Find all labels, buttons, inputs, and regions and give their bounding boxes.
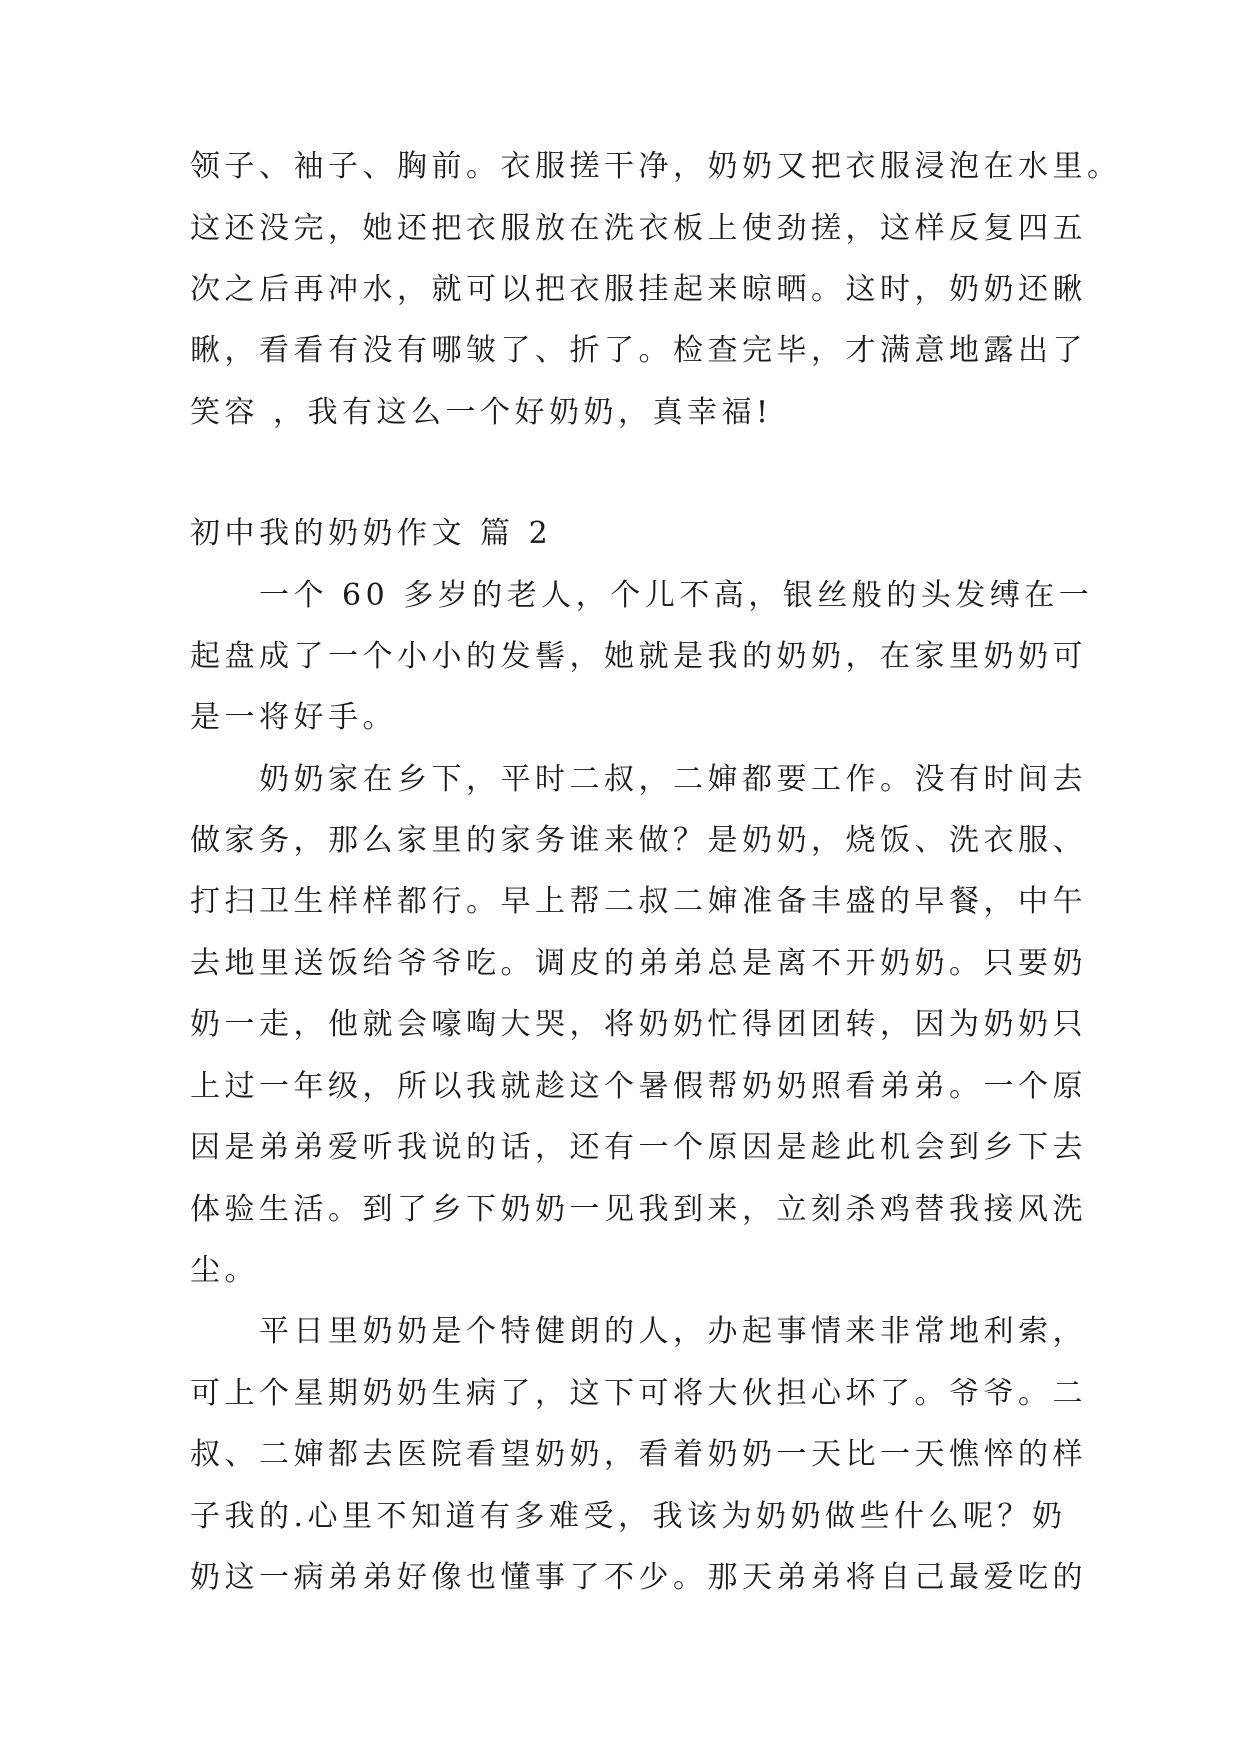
paragraph-line: 奶一走，他就会嚎啕大哭，将奶奶忙得团团转，因为奶奶只 xyxy=(190,1007,1087,1042)
paragraph-line: 尘。 xyxy=(190,1253,259,1288)
continuation-line: 这还没完，她还把衣服放在洗衣板上使劲搓，这样反复四五 xyxy=(190,211,1087,246)
continuation-line: 领子、袖子、胸前。衣服搓干净，奶奶又把衣服浸泡在水里。 xyxy=(190,149,1122,184)
paragraph-line: 去地里送饭给爷爷吃。调皮的弟弟总是离不开奶奶。只要奶 xyxy=(190,946,1087,981)
section-heading: 初中我的奶奶作文 篇 2 xyxy=(190,516,553,551)
paragraph-line: 可上个星期奶奶生病了，这下可将大伙担心坏了。爷爷。二 xyxy=(190,1376,1087,1411)
paragraph-line: 一个 60 多岁的老人，个儿不高，银丝般的头发缚在一 xyxy=(190,578,1094,613)
continuation-line: 笑容 ，我有这么一个好奶奶，真幸福! xyxy=(190,395,773,430)
paragraph-line: 做家务，那么家里的家务谁来做？是奶奶，烧饭、洗衣服、 xyxy=(190,823,1087,858)
paragraph-line: 奶这一病弟弟好像也懂事了不少。那天弟弟将自己最爱吃的 xyxy=(190,1560,1087,1595)
continuation-line: 瞅，看看有没有哪皱了、折了。检查完毕，才满意地露出了 xyxy=(190,333,1087,368)
paragraph-line: 因是弟弟爱听我说的话，还有一个原因是趁此机会到乡下去 xyxy=(190,1130,1087,1165)
paragraph-line: 叔、二婶都去医院看望奶奶，看着奶奶一天比一天憔悴的样 xyxy=(190,1437,1087,1472)
paragraph-line: 打扫卫生样样都行。早上帮二叔二婶准备丰盛的早餐，中午 xyxy=(190,884,1087,919)
paragraph-line: 是一将好手。 xyxy=(190,700,397,735)
continuation-line: 次之后再冲水，就可以把衣服挂起来晾晒。这时，奶奶还瞅 xyxy=(190,272,1087,307)
paragraph-line: 平日里奶奶是个特健朗的人，办起事情来非常地利索， xyxy=(190,1314,1087,1349)
paragraph-line: 奶奶家在乡下，平时二叔，二婶都要工作。没有时间去 xyxy=(190,762,1087,797)
paragraph-line: 起盘成了一个小小的发髻，她就是我的奶奶，在家里奶奶可 xyxy=(190,639,1087,674)
paragraph-line: 子我的.心里不知道有多难受，我该为奶奶做些什么呢？奶 xyxy=(190,1499,1067,1534)
paragraph-line: 上过一年级，所以我就趁这个暑假帮奶奶照看弟弟。一个原 xyxy=(190,1069,1087,1104)
paragraph-line: 体验生活。到了乡下奶奶一见我到来，立刻杀鸡替我接风洗 xyxy=(190,1192,1087,1227)
